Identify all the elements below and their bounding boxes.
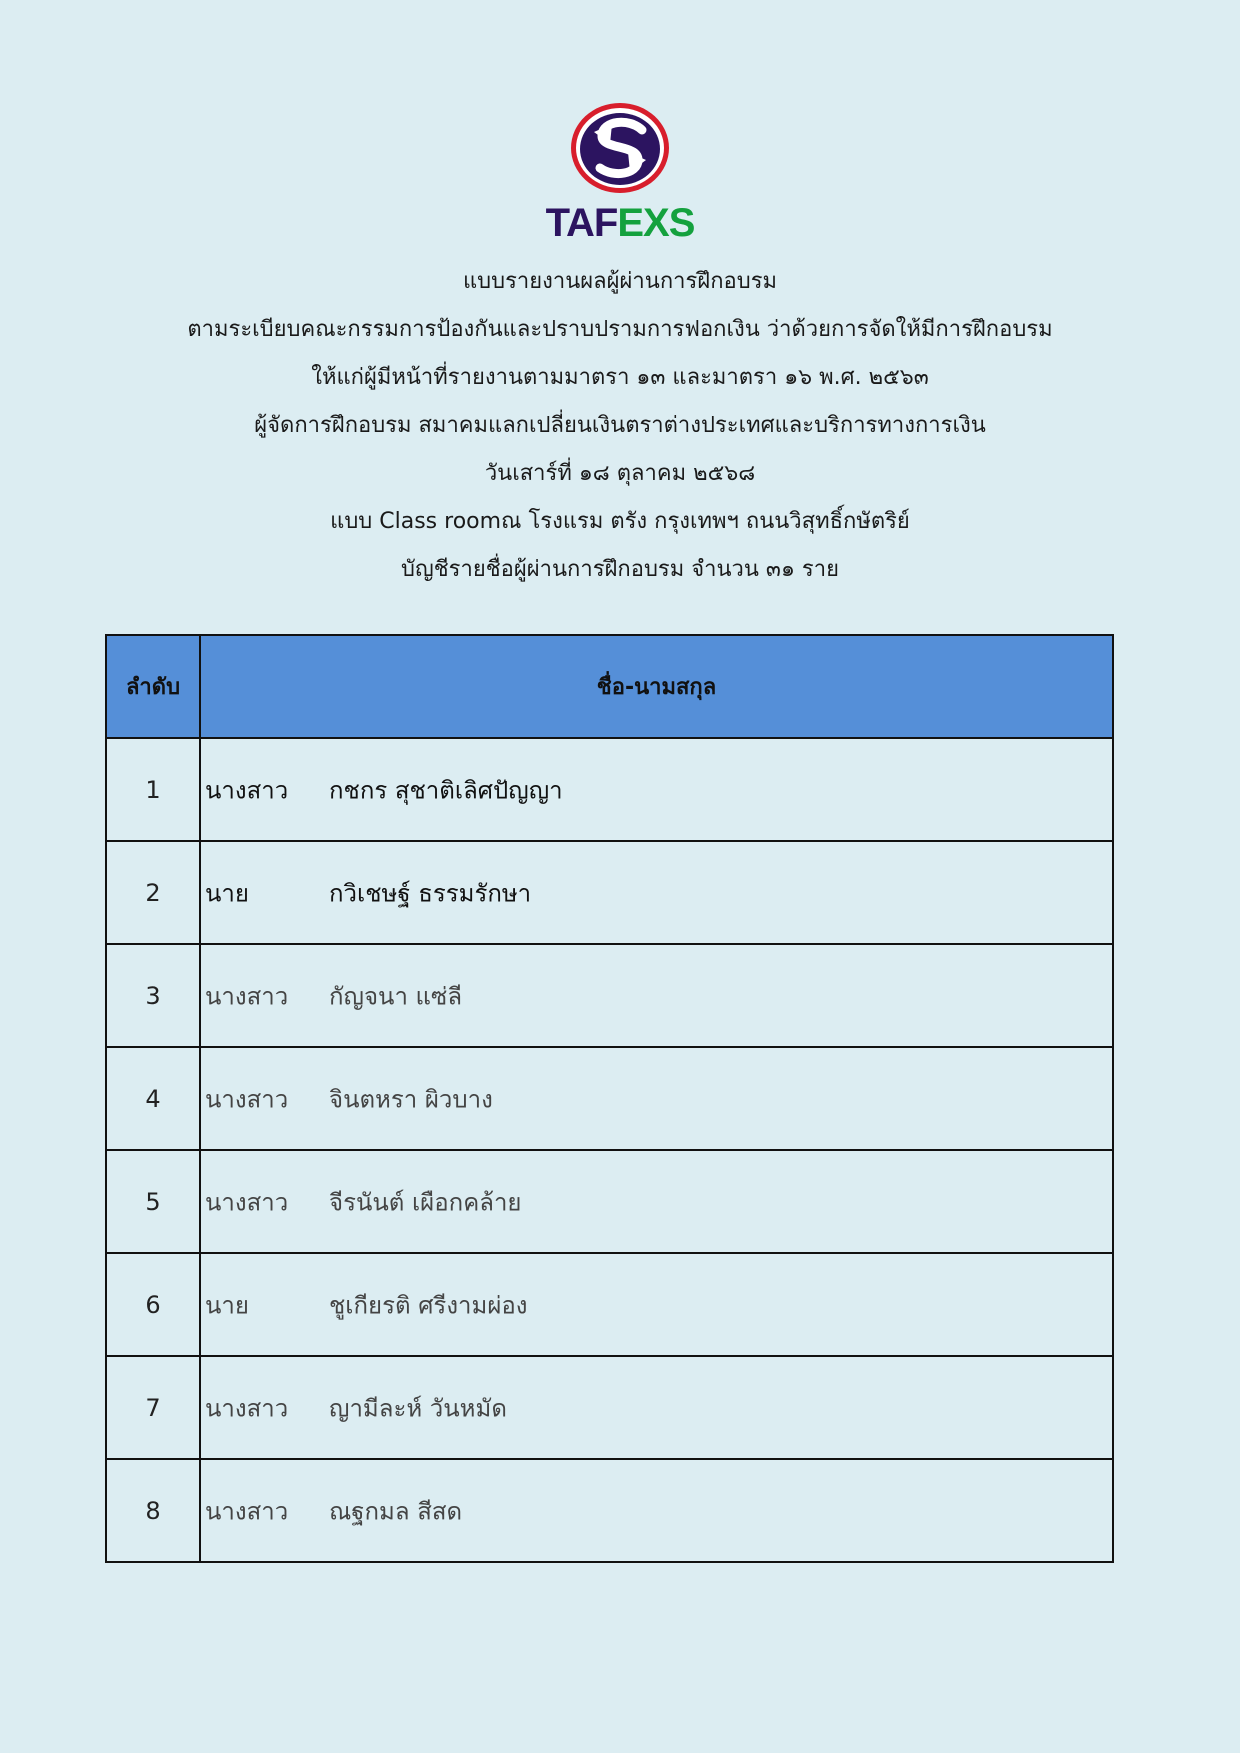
row-name-cell [200,1459,1113,1562]
row-name-cell [200,841,1113,944]
row-number: 3 [106,944,200,1047]
training-date: วันเสาร์ที่ ๑๘ ตุลาคม ๒๕๖๘ [484,461,756,486]
name-prefix: นาย [205,879,249,907]
table-row [106,1356,1113,1459]
row-number: 4 [106,1047,200,1150]
full-name: กชกร สุชาติเลิศปัญญา [329,776,563,804]
name-prefix: นางสาว [205,1188,289,1216]
row-name-cell [200,944,1113,1047]
full-name: ชูเกียรติ ศรีงามผ่อง [329,1291,528,1319]
full-name: ญามีละห์ วันหมัด [329,1394,507,1422]
name-prefix: นาย [205,1291,249,1319]
column-header-name: ชื่อ-นามสกุล [200,635,1113,738]
tafexs-logo [0,100,1240,246]
name-prefix: นางสาว [205,1497,289,1525]
table-row [106,1150,1113,1253]
attendee-table [105,634,1114,1563]
row-number: 7 [106,1356,200,1459]
full-name: จีรนันต์ เผือกคล้าย [329,1188,522,1216]
row-name-cell [200,1253,1113,1356]
row-name-cell [200,1150,1113,1253]
tafexs-emblem-icon [568,100,672,196]
row-number: 2 [106,841,200,944]
training-venue: แบบ Class roomณ โรงแรม ตรัง กรุงเทพฯ ถนนวิสุทธิ์กษัตริย์ [330,509,910,534]
full-name: กวิเชษฐ์ ธรรมรักษา [329,879,532,907]
table-row [106,1459,1113,1562]
row-number: 8 [106,1459,200,1562]
name-prefix: นางสาว [205,982,289,1010]
row-number: 1 [106,738,200,841]
row-name-cell [200,738,1113,841]
row-number: 6 [106,1253,200,1356]
row-name-cell [200,1047,1113,1150]
organizer-line: ผู้จัดการฝึกอบรม สมาคมแลกเปลี่ยนเงินตราต่างประเทศและบริการทางการเงิน [254,413,986,438]
table-row [106,738,1113,841]
report-title: แบบรายงานผลผู้ผ่านการฝึกอบรม [462,269,778,294]
row-name-cell [200,1356,1113,1459]
tafexs-wordmark: TAFEXS [545,201,695,245]
name-prefix: นางสาว [205,776,289,804]
full-name: กัญจนา แซ่ลี [329,982,463,1010]
regulation-line: ตามระเบียบคณะกรรมการป้องกันและปราบปรามการฟอกเงิน ว่าด้วยการจัดให้มีการฝึกอบรม [187,317,1053,342]
roster-count-line: บัญชีรายชื่อผู้ผ่านการฝึกอบรม จำนวน ๓๑ ราย [401,557,839,582]
name-prefix: นางสาว [205,1394,289,1422]
column-header-no: ลำดับ [106,635,200,738]
table-row [106,944,1113,1047]
regulation-section-line: ให้แก่ผู้มีหน้าที่รายงานตามมาตรา ๑๓ และมาตรา ๑๖ พ.ศ. ๒๕๖๓ [311,365,929,390]
name-prefix: นางสาว [205,1085,289,1113]
table-row [106,1047,1113,1150]
full-name: ณฐกมล สีสด [329,1497,463,1525]
report-heading [0,258,1240,594]
table-header-row [106,635,1113,738]
full-name: จินตหรา ผิวบาง [329,1085,493,1113]
table-row [106,1253,1113,1356]
row-number: 5 [106,1150,200,1253]
table-row [106,841,1113,944]
